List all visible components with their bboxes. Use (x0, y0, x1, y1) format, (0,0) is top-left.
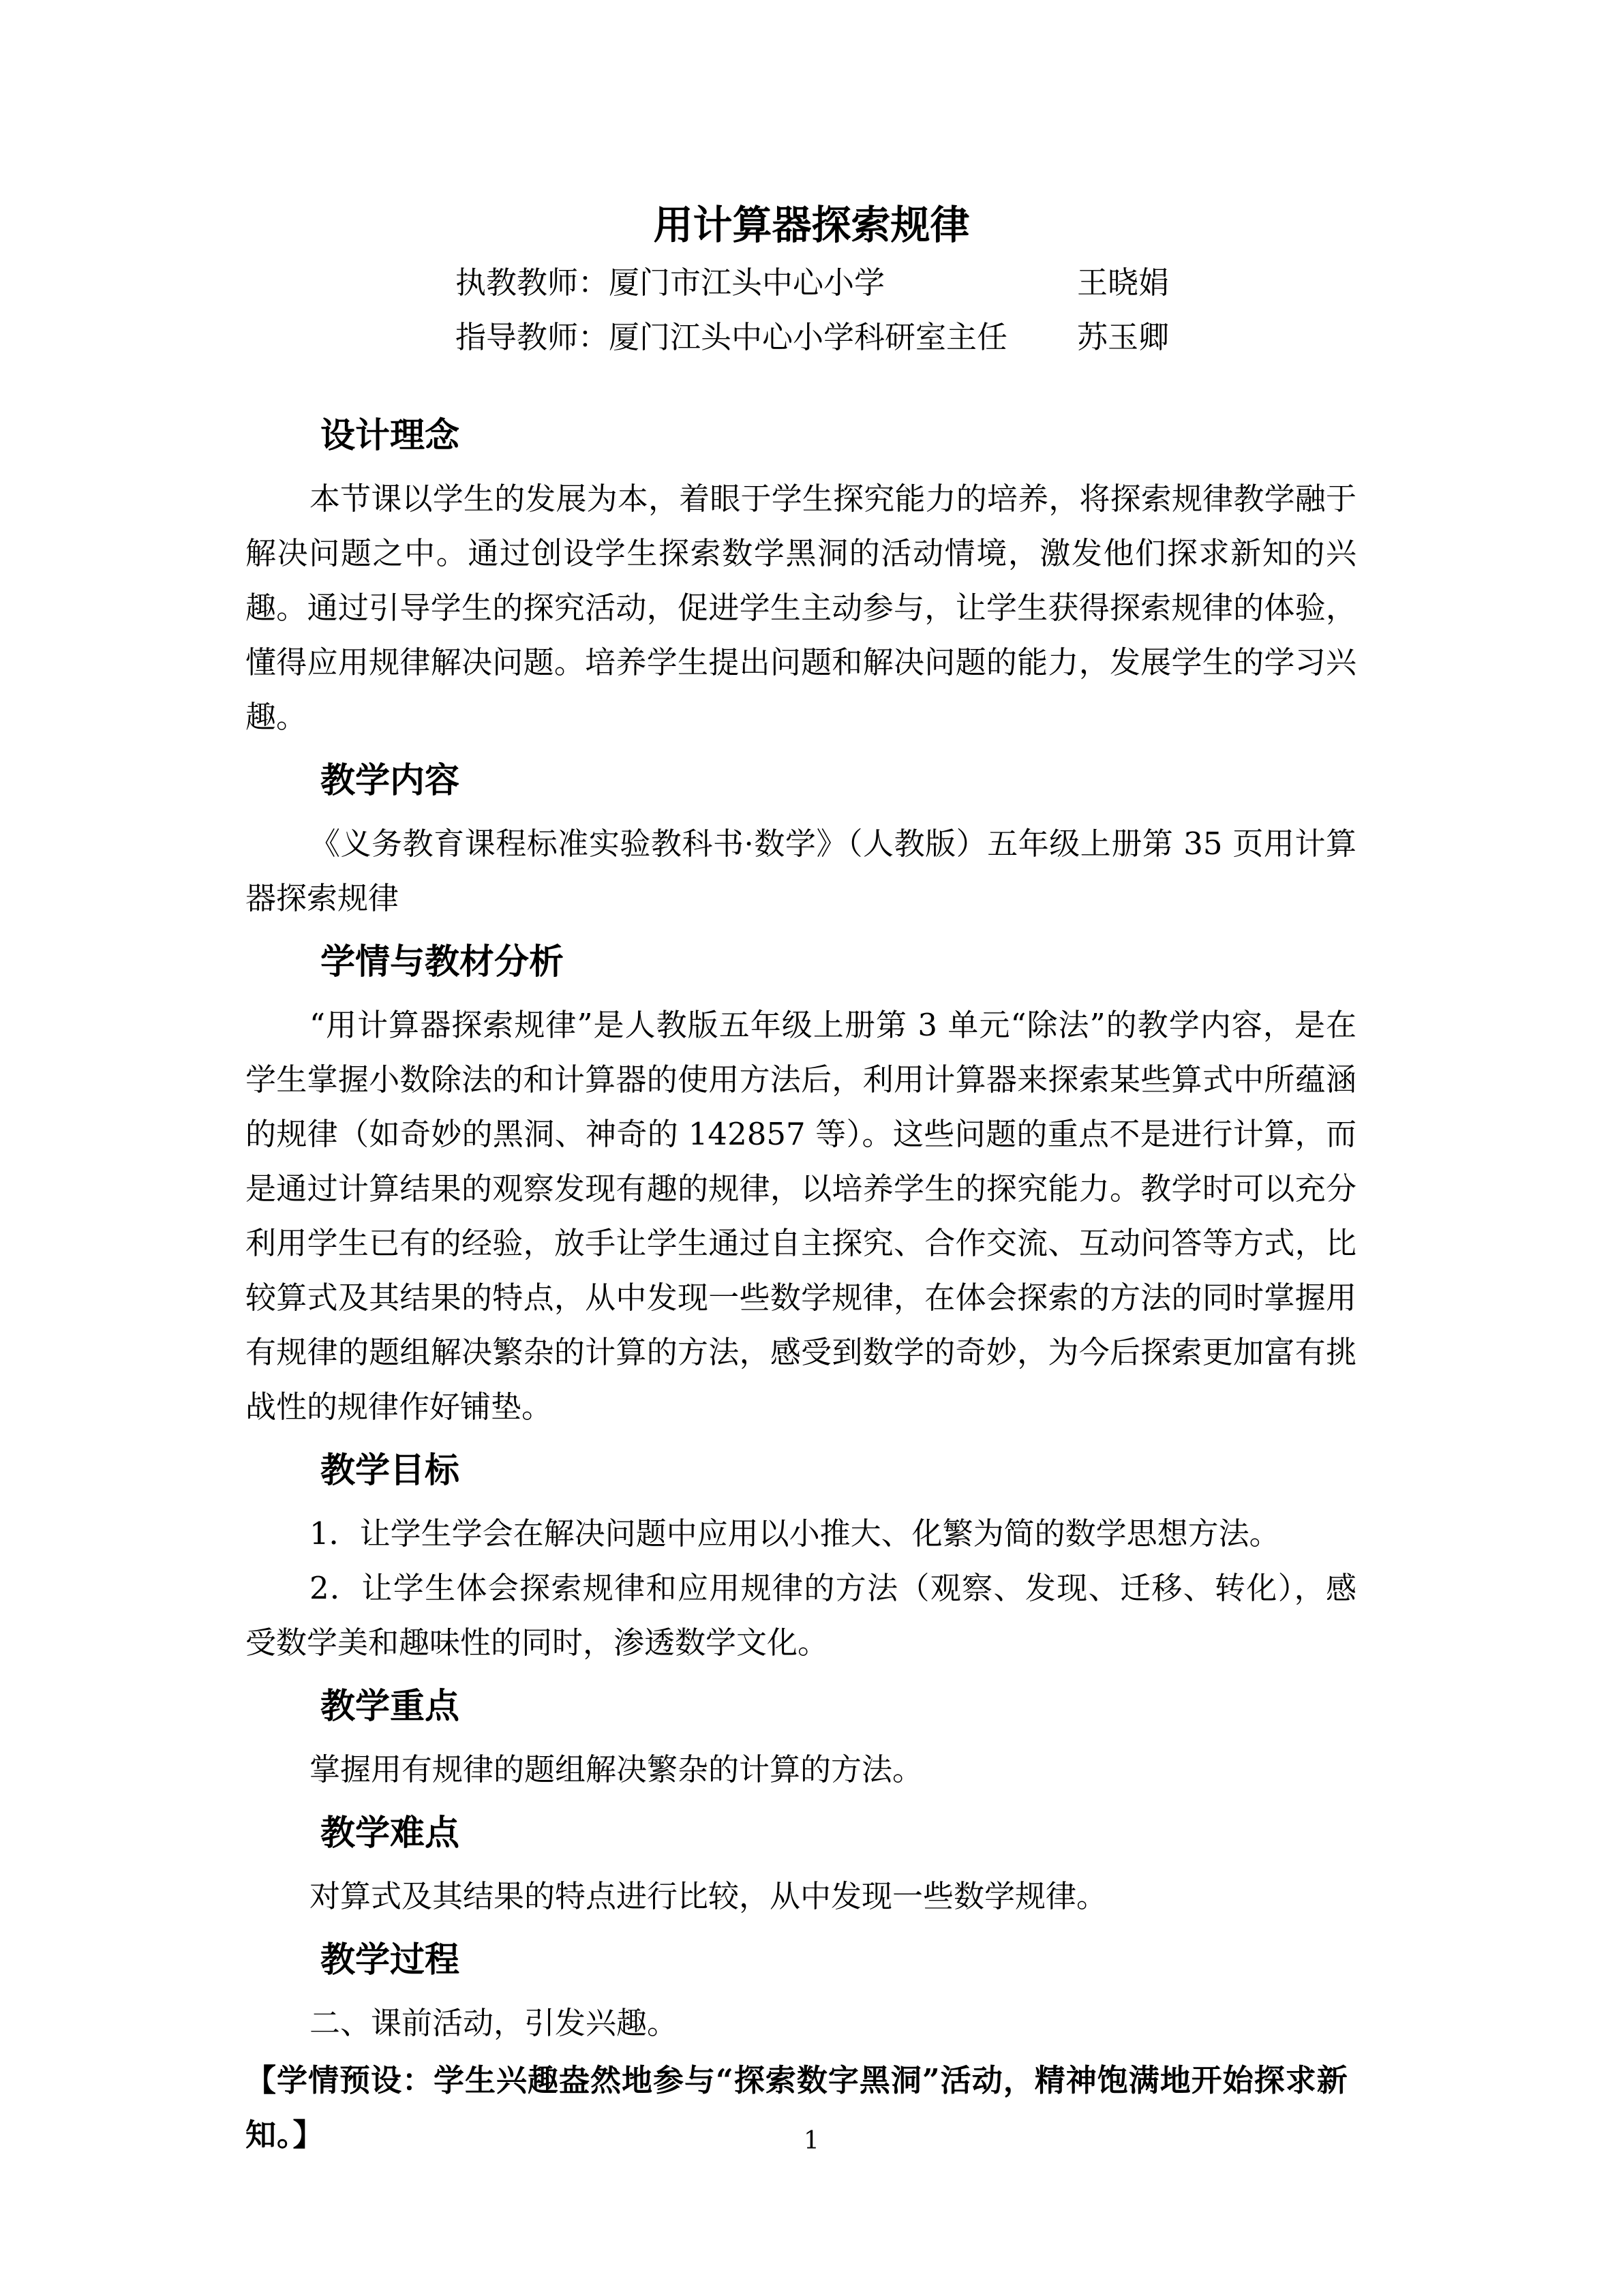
page-number: 1 (804, 2127, 819, 2155)
teacher-org: 厦门市江头中心小学 (609, 265, 885, 301)
advisor-org: 厦门江头中心小学科研室主任 (609, 319, 1008, 355)
section-heading-key: 教学重点 (320, 1687, 460, 1727)
paragraph-key: 掌握用有规律的题组解决繁杂的计算的方法。 (309, 1751, 924, 1787)
teacher-label: 执教教师： (455, 265, 609, 301)
paragraph-content: 《义务教育课程标准实验教科书·数学》（人教版）五年级上册第 35 页用计算器探索规律 (245, 826, 1356, 916)
paragraph-difficulty: 对算式及其结果的特点进行比较，从中发现一些数学规律。 (309, 1878, 1108, 1914)
section-heading-difficulty: 教学难点 (320, 1813, 460, 1854)
section-heading-design: 设计理念 (320, 416, 460, 456)
paragraph-process: 二、课前活动，引发兴趣。 (309, 2005, 678, 2041)
section-heading-process: 教学过程 (320, 1940, 460, 1980)
paragraph-goal-2: 2．让学生体会探索规律和应用规律的方法（观察、发现、迁移、转化），感受数学美和趣味性的同时，渗透数学文化。 (245, 1570, 1356, 1661)
section-heading-content: 教学内容 (320, 761, 460, 801)
process-note: 【学情预设：学生兴趣盎然地参与“探索数字黑洞”活动，精神饱满地开始探求新知。】 (245, 2062, 1348, 2153)
advisor-info-row (455, 317, 1170, 358)
section-heading-analysis: 学情与教材分析 (320, 942, 564, 982)
document-body (245, 414, 1356, 2162)
document-title: 用计算器探索规律 (653, 202, 970, 248)
advisor-name: 苏玉卿 (1077, 319, 1170, 355)
paragraph-analysis: “用计算器探索规律”是人教版五年级上册第 3 单元“除法”的教学内容，是在学生掌握小数除法的和计算器的使用方法后，利用计算器来探索某些算式中所蕴涵的规律（如奇妙的黑洞、神奇的 142857 等）。这些问题的重点不是进行计算，而是通过计算结果的观察发现有趣的规律，以培养学生的探究能力。教学时可以充分利用学生已有的经验，放手让学生通过自主探究、合作交流、互动问答等方式，比较算式及其结果的特点，从中发现一些数学规律，在体会探索的方法的同时掌握用有规律的题组解决繁杂的计算的方法，感受到数学的奇妙，为今后探索更加富有挑战性的规律作好铺垫。 (245, 1007, 1356, 1425)
advisor-label: 指导教师： (455, 319, 609, 355)
paragraph-goal-1: 1．让学生学会在解决问题中应用以小推大、化繁为简的数学思想方法。 (309, 1515, 1280, 1552)
teacher-info-row (455, 262, 1170, 303)
teacher-name: 王晓娟 (1077, 265, 1170, 301)
paragraph-design: 本节课以学生的发展为本，着眼于学生探究能力的培养，将探索规律教学融于解决问题之中。通过创设学生探索数学黑洞的活动情境，激发他们探求新知的兴趣。通过引导学生的探究活动，促进学生主动参与，让学生获得探索规律的体验，懂得应用规律解决问题。培养学生提出问题和解决问题的能力，发展学生的学习兴趣。 (245, 481, 1356, 735)
section-heading-goals: 教学目标 (320, 1451, 460, 1491)
